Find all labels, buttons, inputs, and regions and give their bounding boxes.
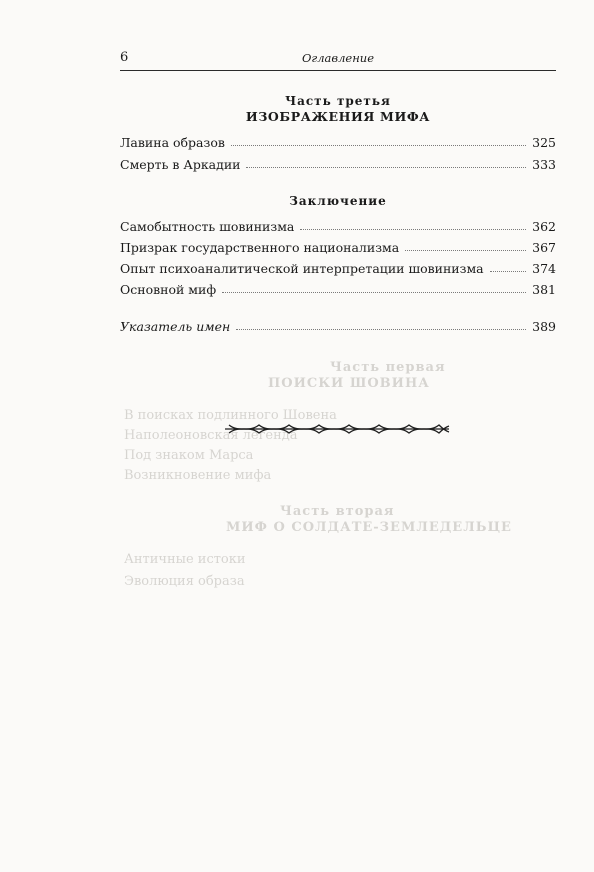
bleed-line: Эволюция образа (124, 574, 245, 589)
bleed-line: МИФ О СОЛДАТЕ-ЗЕМЛЕДЕЛЬЦЕ (226, 520, 512, 535)
bleed-line: Возникновение мифа (124, 468, 272, 483)
toc-entry[interactable] (120, 132, 556, 150)
part-label: Часть третья (285, 94, 391, 108)
toc-entry-title: Опыт психоаналитической интерпретации шовинизма (120, 261, 484, 276)
toc-entry-title: Самобытность шовинизма (120, 219, 295, 234)
dot-leader (490, 271, 527, 272)
toc-entry-page: 362 (532, 219, 556, 234)
toc-entry[interactable] (120, 216, 556, 234)
dot-leader (300, 229, 526, 230)
ornament-divider (223, 422, 451, 436)
toc-entry-index[interactable] (120, 316, 556, 334)
part-title: ИЗОБРАЖЕНИЯ МИФА (245, 109, 431, 124)
dot-leader (246, 167, 526, 168)
dot-leader (236, 329, 526, 330)
toc-entry-page: 389 (532, 319, 556, 334)
toc-entry-title: Призрак государственного национализма (120, 240, 400, 255)
dot-leader (222, 292, 526, 293)
toc-entry[interactable] (120, 154, 556, 172)
section-heading: Заключение (289, 194, 387, 208)
dot-leader (231, 145, 526, 146)
page-number: 6 (120, 50, 129, 65)
toc-entry-title: Смерть в Аркадии (120, 157, 241, 172)
toc-entry-page: 374 (532, 261, 556, 276)
toc-entry-page: 367 (532, 240, 556, 255)
toc-entry[interactable] (120, 237, 556, 255)
bleed-line: Наполеоновская легенда (124, 428, 298, 443)
header-rule (120, 70, 556, 71)
toc-entry-page: 333 (532, 157, 556, 172)
bleed-line: Под знаком Марса (124, 448, 254, 463)
running-title: Оглавление (301, 51, 375, 65)
toc-entry-title: Лавина образов (120, 135, 225, 150)
dot-leader (405, 250, 526, 251)
bleed-heading-1: Часть первая (330, 360, 446, 375)
bleed-line: Часть вторая (280, 504, 395, 519)
bleed-heading-2: ПОИСКИ ШОВИНА (268, 376, 430, 391)
bleed-line: В поисках подлинного Шовена (124, 408, 337, 423)
toc-entry-title: Основной миф (120, 282, 217, 297)
toc-entry-page: 325 (532, 135, 556, 150)
running-header (120, 50, 556, 66)
toc-entry[interactable] (120, 258, 556, 276)
toc-entry-title: Указатель имен (120, 319, 231, 334)
toc-entry[interactable] (120, 279, 556, 297)
toc-entry-page: 381 (532, 282, 556, 297)
bleed-line: Античные истоки (124, 552, 246, 567)
